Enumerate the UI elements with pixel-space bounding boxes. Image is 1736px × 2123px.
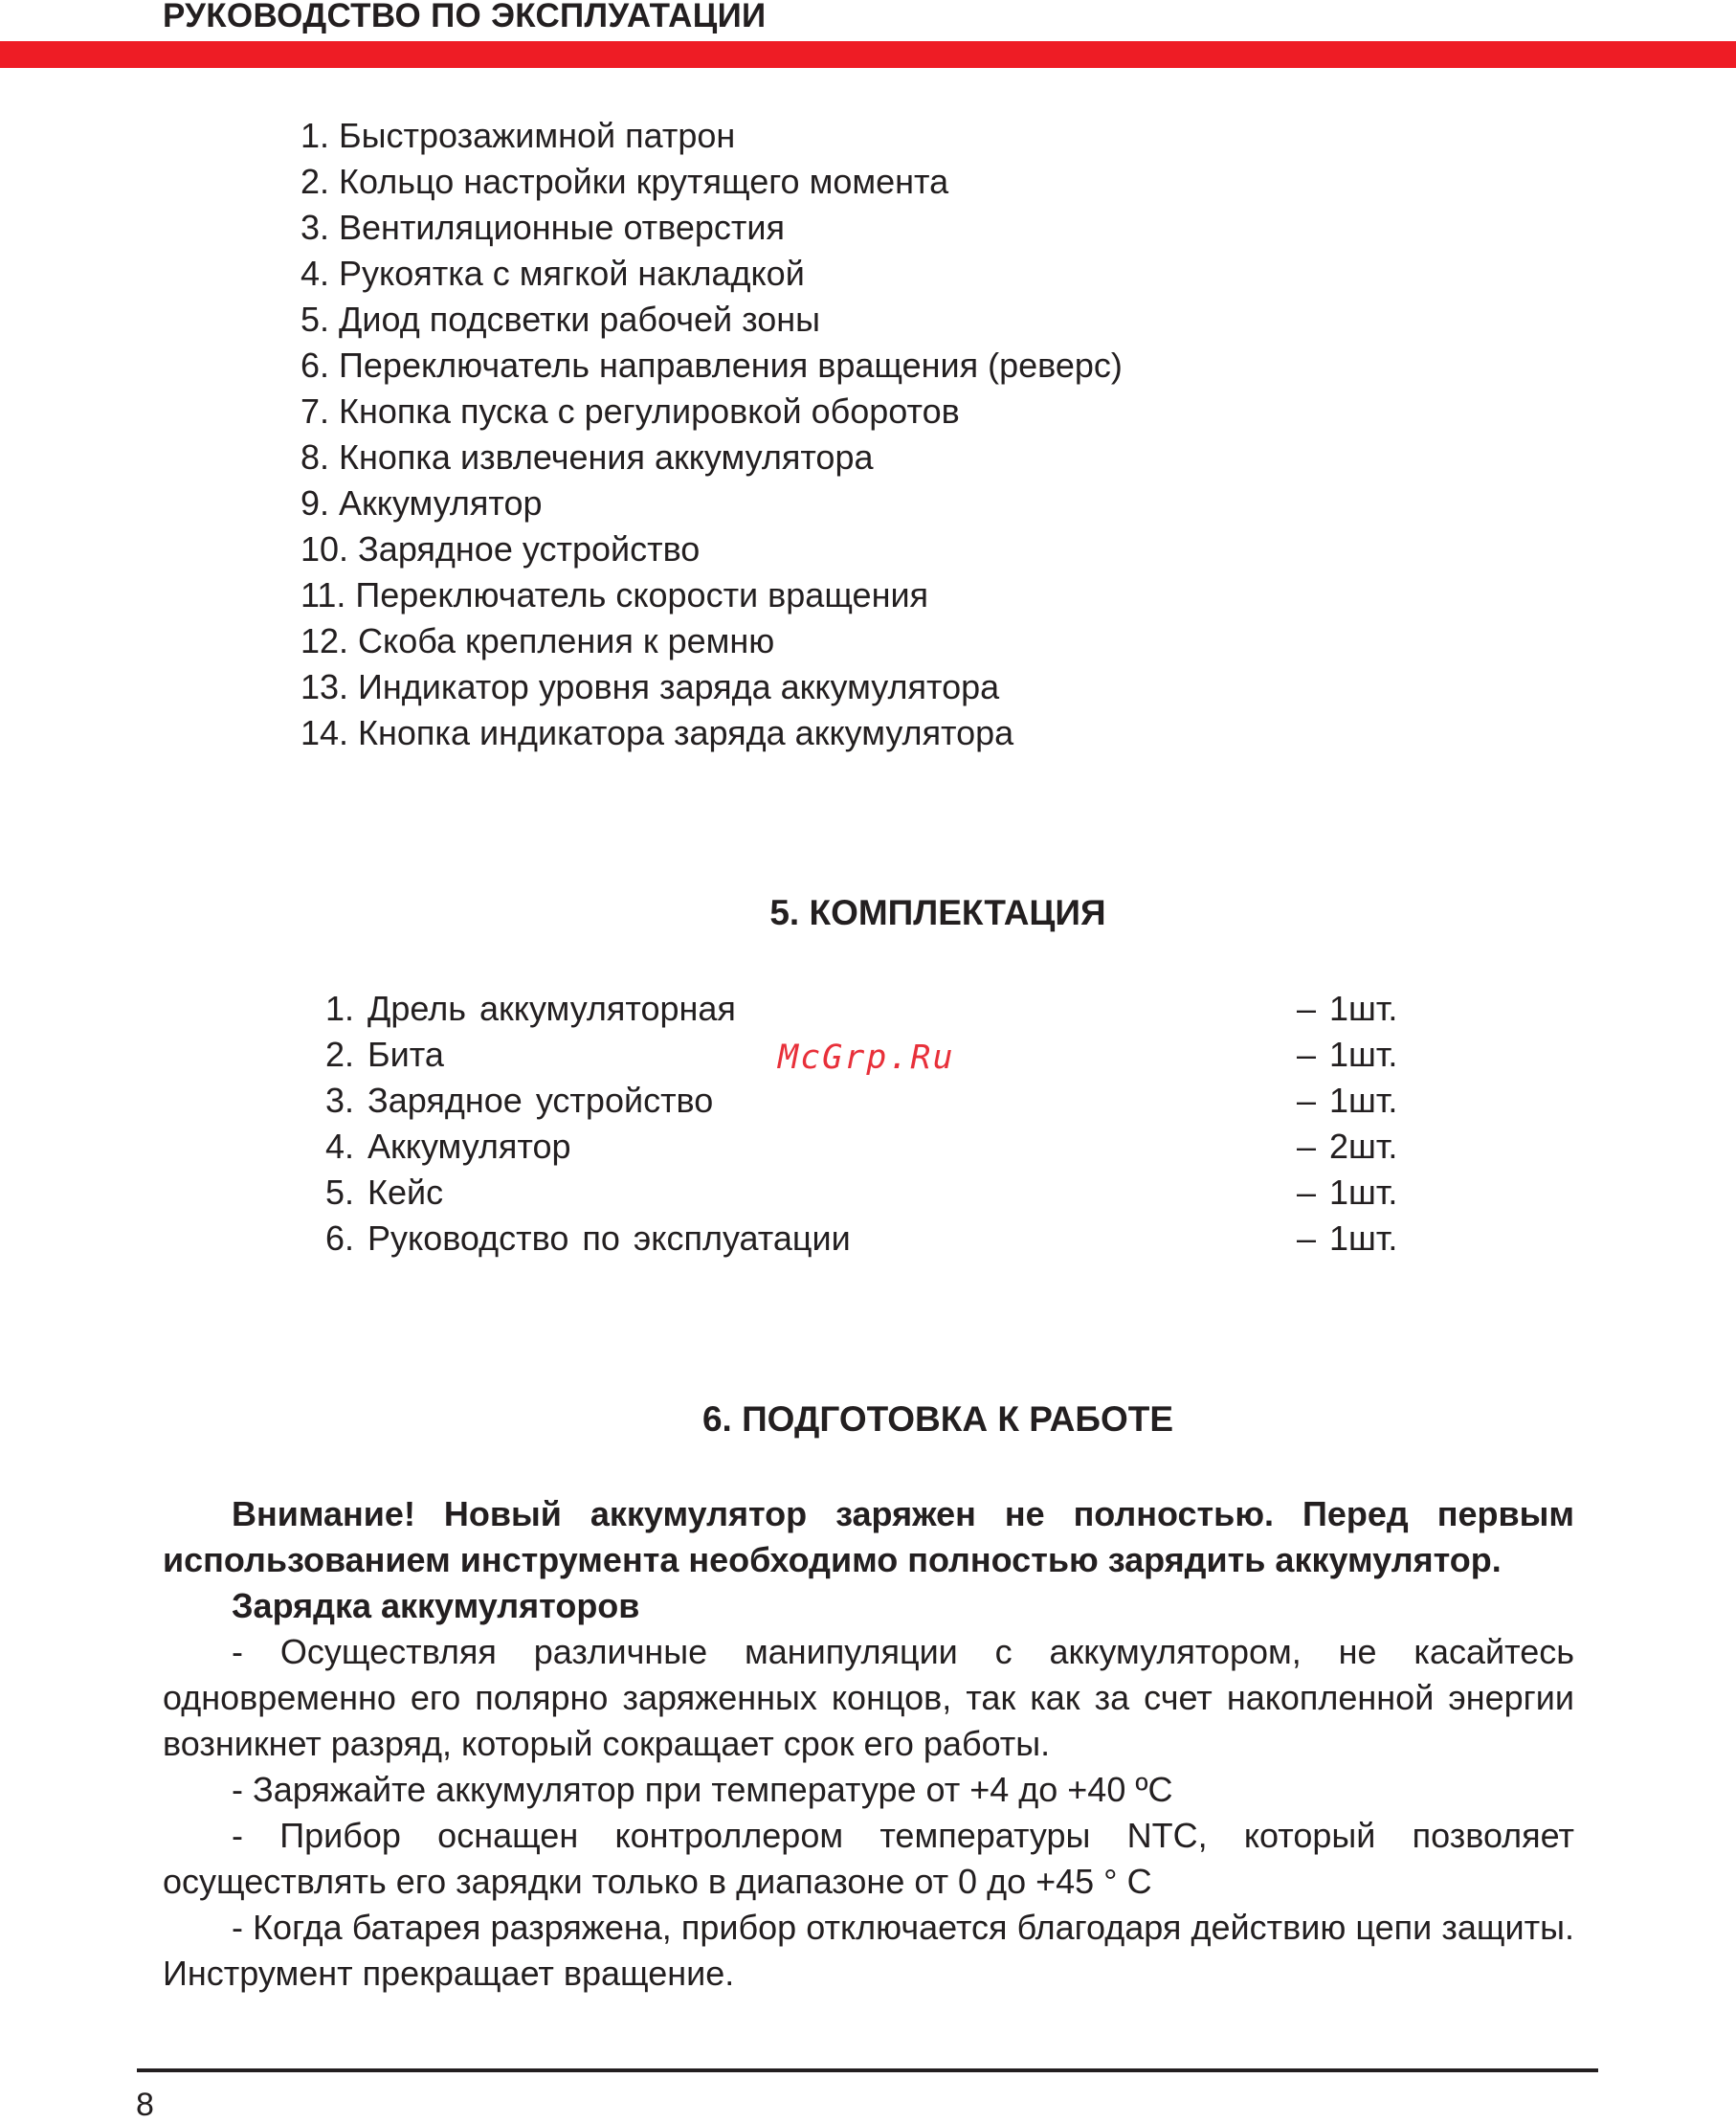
kit-item-qty: – 2шт. <box>1297 1127 1398 1166</box>
list-item: 14. Кнопка индикатора заряда аккумулятора <box>300 713 1014 752</box>
kit-item-name: 3. Зарядное устройство <box>325 1081 714 1120</box>
section-5-heading: 5. КОМПЛЕКТАЦИЯ <box>769 893 1106 932</box>
kit-row <box>325 1078 1416 1124</box>
list-item: 6. Переключатель направления вращения (реверс) <box>300 346 1123 385</box>
paragraph: - Осуществляя различные манипуляции с аккумулятором, не касайтесь одновременно его полярно заряженных концов, так как за счет накопленной энергии возникнет разряд, который сокращает срок его работы. <box>163 1632 1574 1763</box>
list-item: 8. Кнопка извлечения аккумулятора <box>300 437 874 477</box>
kit-row <box>325 1124 1416 1170</box>
paragraph: - Когда батарея разряжена, прибор отключается благодаря действию цепи защиты. Инструмент прекращает вращение. <box>163 1908 1574 1993</box>
header-red-bar <box>0 41 1736 68</box>
kit-row <box>325 1170 1416 1216</box>
list-item: 3. Вентиляционные отверстия <box>300 208 786 247</box>
list-item: 12. Скоба крепления к ремню <box>300 621 775 660</box>
footer-divider <box>137 2068 1598 2072</box>
kit-item-name: 6. Руководство по эксплуатации <box>325 1218 851 1258</box>
kit-item-name: 4. Аккумулятор <box>325 1127 571 1166</box>
list-item: 2. Кольцо настройки крутящего момента <box>300 162 949 201</box>
list-item: 4. Рукоятка с мягкой накладкой <box>300 254 805 293</box>
page-number: 8 <box>136 2087 154 2123</box>
list-item: 13. Индикатор уровня заряда аккумулятора <box>300 667 1000 706</box>
list-item: 7. Кнопка пуска с регулировкой оборотов <box>300 391 960 431</box>
list-item: 11. Переключатель скорости вращения <box>300 575 929 615</box>
list-item: 9. Аккумулятор <box>300 483 543 523</box>
kit-row <box>325 986 1416 1032</box>
subheading: Зарядка аккумуляторов <box>232 1586 640 1625</box>
kit-list <box>325 986 1416 1262</box>
paragraph: - Прибор оснащен контроллером температуры NTC, который позволяет осуществлять его зарядки только в диапазоне от 0 до +45 ° С <box>163 1816 1574 1901</box>
parts-list <box>300 113 1123 756</box>
kit-item-qty: – 1шт. <box>1297 1218 1398 1258</box>
watermark: McGrp.Ru <box>778 1039 955 1077</box>
kit-item-name: 5. Кейс <box>325 1173 444 1212</box>
kit-item-name: 1. Дрель аккумуляторная <box>325 989 736 1028</box>
warning-paragraph: Внимание! Новый аккумулятор заряжен не полностью. Перед первым использованием инструмента необходимо полностью зарядить аккумулятор. <box>163 1494 1574 1579</box>
list-item: 10. Зарядное устройство <box>300 529 701 569</box>
paragraph: - Заряжайте аккумулятор при температуре от +4 до +40 ºС <box>232 1770 1173 1809</box>
section-6-heading: 6. ПОДГОТОВКА К РАБОТЕ <box>701 1399 1174 1439</box>
kit-item-qty: – 1шт. <box>1297 1081 1398 1120</box>
list-item: 1. Быстрозажимной патрон <box>300 116 736 155</box>
kit-item-qty: – 1шт. <box>1297 989 1398 1028</box>
section-6-body <box>163 1491 1574 1997</box>
kit-item-name: 2. Бита <box>325 1035 444 1074</box>
list-item: 5. Диод подсветки рабочей зоны <box>300 300 821 339</box>
kit-row <box>325 1216 1416 1262</box>
kit-item-qty: – 1шт. <box>1297 1035 1398 1074</box>
document-header-title: РУКОВОДСТВО ПО ЭКСПЛУАТАЦИИ <box>163 0 767 34</box>
kit-item-qty: – 1шт. <box>1297 1173 1398 1212</box>
